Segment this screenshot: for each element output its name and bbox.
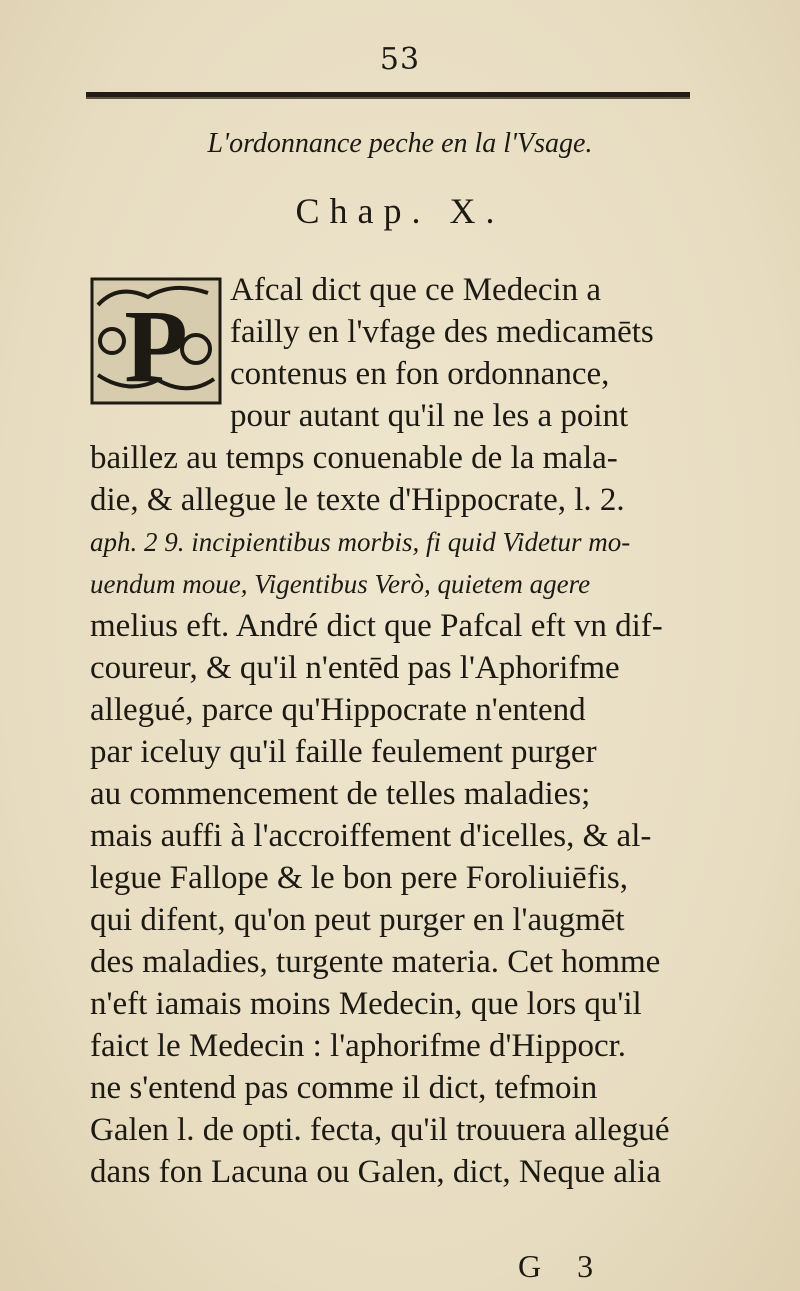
- page-number: 53: [379, 42, 421, 77]
- text-line: ne s'entend pas comme il dict, tefmoin: [90, 1070, 598, 1106]
- text-line: die, & allegue le texte d'Hippocrate, l. 2.: [90, 482, 625, 518]
- text-line: failly en l'vfage des medicamēts: [230, 314, 654, 350]
- text-line: faict le Medecin : l'aphorifme d'Hippocr.: [90, 1028, 627, 1064]
- text-line: qui difent, qu'on peut purger en l'augmēt: [90, 902, 625, 938]
- text-line: Afcal dict que ce Medecin a: [230, 272, 602, 308]
- text-line: par iceluy qu'il faille feulement purger: [90, 734, 597, 770]
- text-line: legue Fallope & le bon pere Foroliuiēfis,: [90, 860, 628, 896]
- text-line: coureur, & qu'il n'entēd pas l'Aphorifme: [90, 650, 620, 686]
- text-line: mais auffi à l'accroiffement d'icelles, & al-: [90, 818, 652, 854]
- text-line: allegué, parce qu'Hippocrate n'entend: [90, 692, 586, 728]
- text-line: melius eft. André dict que Pafcal eft vn dif-: [90, 608, 663, 644]
- text-line: Galen l. de opti. fecta, qu'il trouuera allegué: [90, 1112, 670, 1148]
- text-line: au commencement de telles maladies;: [90, 776, 591, 812]
- text-line: dans fon Lacuna ou Galen, dict, Neque alia: [90, 1154, 661, 1190]
- header-rule: [86, 92, 690, 97]
- text-line: aph. 2 9. incipientibus morbis, fi quid Videtur mo-: [90, 527, 631, 557]
- text-line: uendum moue, Vigentibus Verò, quietem agere: [90, 569, 591, 599]
- chapter-heading: Chap. X.: [295, 191, 505, 231]
- signature-mark: G 3: [518, 1248, 608, 1284]
- text-line: n'eft iamais moins Medecin, que lors qu'il: [90, 986, 642, 1022]
- text-line: des maladies, turgente materia. Cet homme: [90, 944, 661, 980]
- running-title: L'ordonnance peche en la l'Vsage.: [207, 128, 593, 159]
- dropcap-letter: P: [124, 289, 188, 404]
- text-line: contenus en fon ordonnance,: [230, 356, 610, 392]
- text-line: pour autant qu'il ne les a point: [230, 398, 629, 434]
- text-line: baillez au temps conuenable de la mala-: [90, 440, 618, 476]
- decorated-initial-p: [88, 275, 224, 407]
